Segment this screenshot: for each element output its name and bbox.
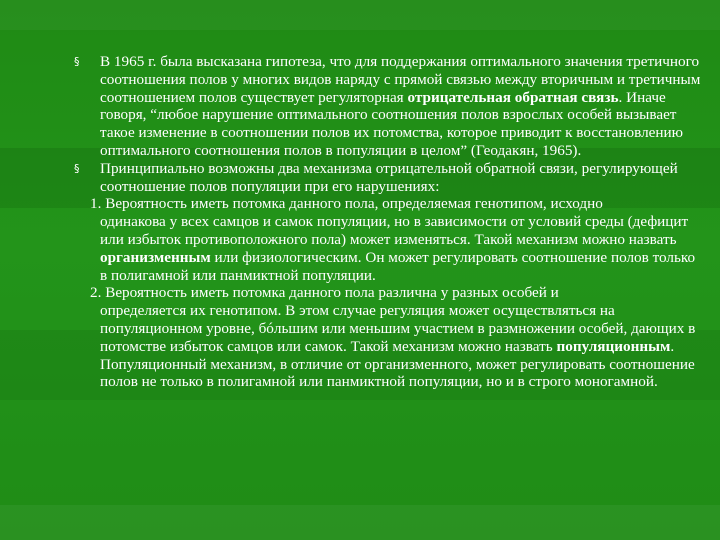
population-term: популяционным <box>556 337 671 355</box>
paragraph-hypothesis <box>0 53 705 160</box>
hypothesis-text: В 1965 г. была высказана гипотеза, что для поддержания оптимального значения третичного соотношения полов у многих видов наряду с прямой связью между вторичным и третичным соотношением полов существует регуляторная <box>100 53 701 106</box>
organismal-first-line: 1. Вероятность иметь потомка данного пола, определяемая генотипом, исходно <box>90 195 603 213</box>
organismal-text-continued: или физиологическим. Он может регулировать соотношение полов только в полигамной или панмиктной популяции. <box>100 248 696 284</box>
organismal-term: организменным <box>100 248 211 266</box>
organismal-text: одинакова у всех самцов и самок популяции, но в зависимости от условий среды (дефицит или избыток противоположного пола) может изменяться. Такой механизм можно назвать <box>100 213 689 248</box>
population-first-line: 2. Вероятность иметь потомка данного пола различна у разных особей и <box>90 284 559 302</box>
slide-text-body <box>0 53 705 391</box>
paragraph-organismal-mechanism <box>0 195 705 284</box>
population-text-continued: . Популяционный механизм, в отличие от организменного, может регулировать соотношение полов не только в полигамной или панмиктной популяции, но и в строго моногамной. <box>100 337 695 391</box>
negative-feedback-term: отрицательная обратная связь <box>407 88 619 106</box>
bullet-icon: § <box>74 55 80 68</box>
paragraph-two-mechanisms <box>0 160 705 196</box>
background-band <box>0 0 720 30</box>
hypothesis-text-continued: . Иначе говоря, “любое нарушение оптимального соотношения полов взрослых особей вызывает такое изменение в соотношении полов их потомства, которое приводит к восстановлению оптимального соотношения полов в популяции в целом” (Геодакян, 1965). <box>100 88 683 159</box>
two-mechanisms-text: Принципиально возможны два механизма отрицательной обратной связи, регулирующей соотношение полов популяции при его нарушениях: <box>100 159 678 195</box>
population-text: определяется их генотипом. В этом случае регуляция может осуществляться на популяционном уровне, бóльшим или меньшим участием в размножении особей, дающих в потомстве избыток самцов или самок. Такой механизм можно назвать <box>100 302 696 355</box>
background-band <box>0 505 720 540</box>
paragraph-population-mechanism <box>0 284 705 391</box>
bullet-icon: § <box>74 161 80 175</box>
